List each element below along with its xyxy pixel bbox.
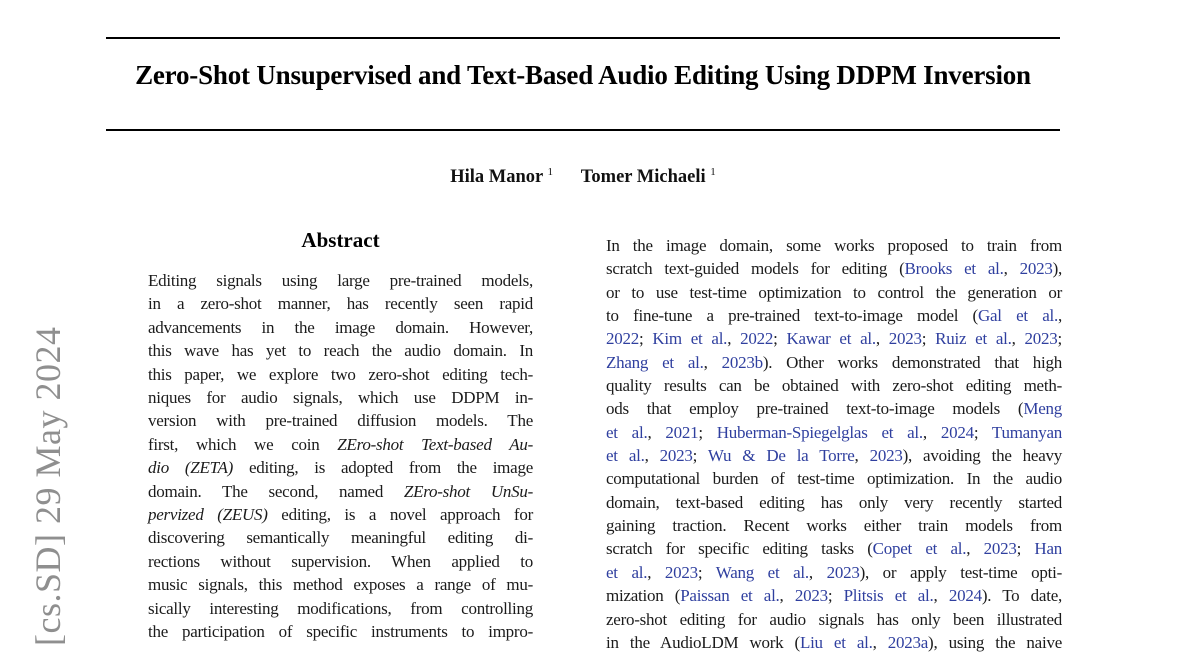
citation-link[interactable]: 2024 xyxy=(948,586,982,606)
text-segment: ; xyxy=(921,329,936,349)
text-segment: In the image domain, some works proposed to train from xyxy=(606,236,1062,255)
text-line xyxy=(606,421,1062,444)
text-segment: or to use test-time optimization to control the generation or xyxy=(606,282,1062,302)
text-segment: computational burden of test-time optimization. In the audio xyxy=(606,469,1062,489)
paper-title: Zero-Shot Unsupervised and Text-Based Audio Editing Using DDPM Inversion xyxy=(135,60,1031,90)
citation-link[interactable]: Tumanyan xyxy=(991,422,1063,442)
text-segment: this paper, we explore two zero-shot editing tech- xyxy=(148,364,533,384)
text-line xyxy=(606,444,1062,467)
text-segment: pervized (ZEUS) xyxy=(148,505,268,525)
citation-link[interactable]: Plitsis et al. xyxy=(843,586,934,606)
text-segment: discovering semantically meaningful editing di- xyxy=(148,528,533,548)
abstract-text xyxy=(148,269,533,644)
text-segment: scratch text-guided models for editing ( xyxy=(606,259,905,279)
text-segment: , xyxy=(922,422,941,442)
affiliation-mark: 1 xyxy=(710,165,716,178)
text-segment: scratch for specific editing tasks ( xyxy=(606,539,873,559)
citation-link[interactable]: 2023 xyxy=(1019,259,1053,279)
text-line xyxy=(148,409,533,432)
text-segment xyxy=(553,167,581,187)
text-segment: in a zero-shot manner, has recently seen rapid xyxy=(148,294,533,314)
text-line xyxy=(606,397,1062,420)
text-segment: ; xyxy=(698,422,717,442)
text-segment: , xyxy=(1003,259,1020,279)
text-line xyxy=(606,234,1062,257)
citation-link[interactable]: Wang et al. xyxy=(715,562,809,582)
text-line xyxy=(148,526,533,549)
citation-link[interactable]: Han xyxy=(1034,539,1062,559)
text-segment: ; xyxy=(773,329,787,349)
text-segment: , xyxy=(1058,306,1063,326)
citation-link[interactable]: 2023 xyxy=(664,562,698,582)
citation-link[interactable]: Gal et al. xyxy=(977,306,1059,326)
text-segment: ods that employ pre-trained text-to-image models ( xyxy=(606,399,1024,419)
text-line xyxy=(606,327,1062,350)
text-segment: rections without supervision. When applied to xyxy=(148,551,533,571)
text-segment: , xyxy=(966,539,984,559)
citation-link[interactable]: Brooks et al. xyxy=(904,259,1004,279)
citation-link[interactable]: 2023 xyxy=(659,446,693,466)
text-segment: ; xyxy=(1057,329,1062,349)
text-segment: , xyxy=(779,586,795,606)
text-segment: , xyxy=(875,329,889,349)
text-line xyxy=(606,631,1062,654)
citation-link[interactable]: Copet et al. xyxy=(872,539,967,559)
citation-link[interactable]: 2023a xyxy=(887,632,929,652)
text-segment: , xyxy=(933,586,949,606)
title-rule-bottom xyxy=(106,129,1060,131)
text-segment: in the AudioLDM work ( xyxy=(606,632,800,652)
text-segment: ; xyxy=(827,586,844,606)
text-segment: Hila Manor xyxy=(450,167,548,187)
arxiv-stamp xyxy=(26,296,70,646)
text-segment: music signals, this method exposes a range of mu- xyxy=(148,575,533,595)
text-line xyxy=(148,503,533,526)
text-segment: , xyxy=(872,632,888,652)
citation-link[interactable]: Zhang et al. xyxy=(606,352,704,372)
text-segment: editing, is adopted from the image xyxy=(233,458,533,478)
affiliation-mark: 1 xyxy=(547,165,554,178)
citation-link[interactable]: 2022 xyxy=(606,329,639,349)
text-line xyxy=(148,597,533,620)
text-segment: dio (ZETA) xyxy=(148,458,234,478)
text-segment: gaining traction. Recent works either train models from xyxy=(606,516,1062,536)
text-line xyxy=(606,304,1062,327)
text-segment: mization ( xyxy=(606,586,681,606)
text-segment: ). Other works demonstrated that high xyxy=(762,352,1063,372)
text-segment: editing, is a novel approach for xyxy=(267,505,533,525)
text-segment: ZEro-shot UnSu- xyxy=(403,481,534,501)
text-segment: , xyxy=(854,446,870,466)
text-segment: to fine-tune a pre-trained text-to-image model ( xyxy=(606,306,978,326)
text-line xyxy=(148,386,533,409)
text-segment: , xyxy=(727,329,741,349)
citation-link[interactable]: Meng xyxy=(1023,399,1062,419)
text-line xyxy=(106,167,1060,188)
text-segment: ZEro-shot Text-based Au- xyxy=(337,434,533,454)
text-segment: sically interesting modifications, from controlling xyxy=(148,598,533,618)
text-line xyxy=(606,281,1062,304)
citation-link[interactable]: Kawar et al. xyxy=(786,329,876,349)
text-segment: ). To date, xyxy=(981,586,1062,606)
text-line xyxy=(606,537,1062,560)
text-segment: ; xyxy=(639,329,653,349)
text-segment: ), xyxy=(1052,259,1063,279)
citation-link[interactable]: Ruiz et al. xyxy=(935,329,1012,349)
text-segment: quality results can be obtained with zero-shot editing meth- xyxy=(606,376,1062,396)
citation-link[interactable]: et al. xyxy=(606,562,648,582)
text-segment: , xyxy=(647,562,665,582)
text-line xyxy=(606,491,1062,514)
text-segment: , xyxy=(808,562,827,582)
text-line xyxy=(148,433,533,456)
text-segment: zero-shot editing for audio signals has only been illustrated xyxy=(606,609,1062,629)
text-segment: ), using the naive xyxy=(928,632,1062,652)
text-line xyxy=(148,550,533,573)
citation-link[interactable]: Huberman-Spiegelglas et al. xyxy=(716,422,923,442)
text-line xyxy=(148,480,533,503)
citation-link[interactable]: Paissan et al. xyxy=(680,586,780,606)
text-segment: , xyxy=(1011,329,1025,349)
text-segment: advancements in the image domain. However, xyxy=(148,317,533,337)
text-line xyxy=(606,374,1062,397)
citation-link[interactable]: 2021 xyxy=(665,422,699,442)
author-line xyxy=(106,167,1060,188)
text-segment: niques for audio signals, which use DDPM in- xyxy=(148,388,533,408)
text-line xyxy=(148,573,533,596)
text-segment: ; xyxy=(697,562,716,582)
citation-link[interactable]: 2023 xyxy=(794,586,828,606)
text-line xyxy=(606,467,1062,490)
citation-link[interactable]: et al. xyxy=(606,446,645,466)
text-segment: ), or apply test-time opti- xyxy=(859,562,1063,582)
text-line xyxy=(606,608,1062,631)
citation-link[interactable]: et al. xyxy=(606,422,648,442)
text-segment: ; xyxy=(973,422,992,442)
text-segment: ; xyxy=(692,446,708,466)
text-line xyxy=(606,561,1062,584)
text-segment: , xyxy=(644,446,660,466)
text-segment: Tomer Michaeli xyxy=(580,167,711,187)
citation-link[interactable]: Liu et al. xyxy=(799,632,873,652)
text-line xyxy=(148,456,533,479)
text-segment: ), avoiding the heavy xyxy=(902,446,1063,466)
arxiv-stamp-text: [cs.SD] 29 May 2024 xyxy=(28,326,68,646)
text-segment: domain. The second, named xyxy=(148,481,404,501)
citation-link[interactable]: Wu & De la Torre xyxy=(707,446,855,466)
text-line xyxy=(148,316,533,339)
text-segment: ; xyxy=(1016,539,1035,559)
text-line xyxy=(606,351,1062,374)
citation-link[interactable]: 2023 xyxy=(826,562,860,582)
text-segment: Editing signals using large pre-trained models, xyxy=(148,271,533,290)
abstract-heading: Abstract xyxy=(301,228,380,252)
citation-link[interactable]: 2023 xyxy=(869,446,903,466)
title-rule-top xyxy=(106,37,1060,39)
citation-link[interactable]: 2023 xyxy=(1024,329,1058,349)
text-line xyxy=(606,584,1062,607)
text-line xyxy=(148,339,533,362)
text-segment: version with pre-trained diffusion models. The xyxy=(148,411,533,431)
text-line xyxy=(148,363,533,386)
text-segment: , xyxy=(703,352,722,372)
citation-link[interactable]: Kim et al. xyxy=(652,329,728,349)
text-segment: this wave has yet to reach the audio domain. In xyxy=(148,341,533,361)
text-segment: , xyxy=(647,422,666,442)
text-line xyxy=(606,257,1062,280)
text-segment: the participation of specific instruments to impro- xyxy=(148,622,533,642)
citation-link[interactable]: 2023 xyxy=(888,329,922,349)
text-segment: domain, text-based editing has only very recently started xyxy=(606,492,1062,512)
text-segment: first, which we coin xyxy=(148,434,338,454)
citation-link[interactable]: 2023b xyxy=(721,352,763,372)
citation-link[interactable]: 2023 xyxy=(983,539,1017,559)
text-line xyxy=(148,292,533,315)
citation-link[interactable]: 2024 xyxy=(940,422,974,442)
citation-link[interactable]: 2022 xyxy=(740,329,774,349)
text-line xyxy=(148,269,533,292)
text-line xyxy=(148,620,533,643)
text-line xyxy=(606,514,1062,537)
intro-text xyxy=(606,234,1062,654)
